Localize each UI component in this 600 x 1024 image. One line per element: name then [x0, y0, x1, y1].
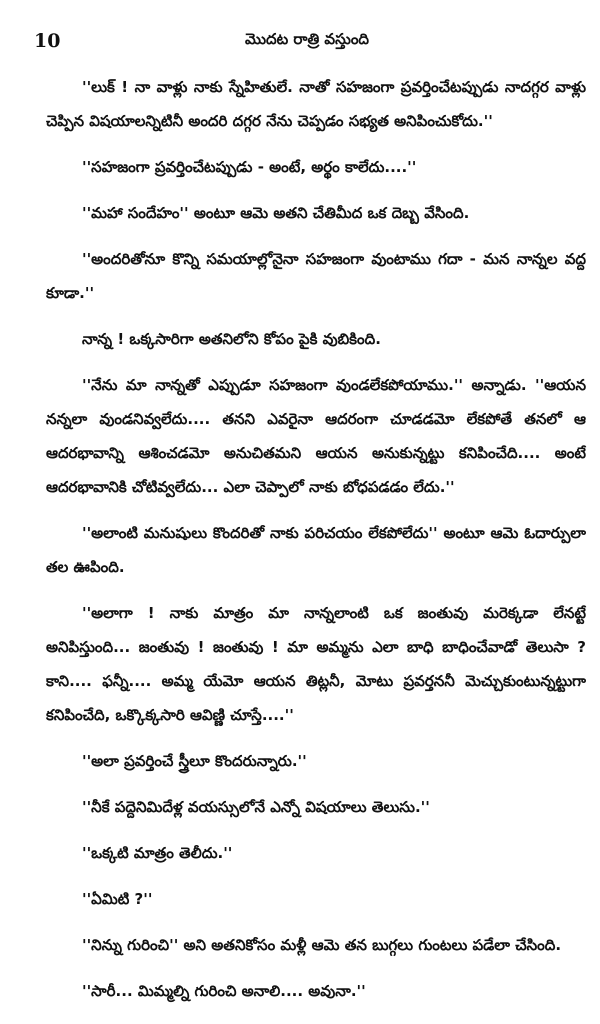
- paragraph: ''అందరితోనూ కొన్ని సమయాల్లోనైనా సహజంగా వుంటాము గదా - మన నాన్నల వద్ద కూడా.'': [46, 250, 586, 302]
- page-header: [34, 30, 580, 56]
- page-number: 10: [34, 30, 61, 52]
- paragraph: నాన్న ! ఒక్కసారిగా అతనిలోని కోపం పైకి వుబికింది.: [82, 330, 381, 348]
- paragraph: ''అలాగా ! నాకు మాత్రం మా నాన్నలాంటి ఒక జంతువు మరెక్కడా లేనట్టే అనిపిస్తుంది... జంతువు ! జంతువు ! మా అమ్మను ఎలా బాధి బాధించేవాడో తెలుసా ? కాని.... ఫన్నీ.... అమ్మ యేమో ఆయన తిట్లనీ, మోటు ప్రవర్తననీ మెచ్చుకుంటున్నట్టుగా కనిపించేది, ఒక్కొక్కసారి ఆవిణ్ణి చూస్తే....'': [46, 604, 586, 724]
- paragraph: ''ఒక్కటి మాత్రం తెలీదు.'': [82, 844, 233, 862]
- paragraph: ''లుక్ ! నా వాళ్లు నాకు స్నేహితులే. నాతో సహజంగా ప్రవర్తించేటప్పుడు నాదగ్గర వాళ్లు చెప్పిన విషయాలన్నిటినీ అందరి దగ్గర నేను చెప్పడం సభ్యత అనిపించుకోదు.'': [46, 78, 586, 130]
- running-title: మొదట రాత్రి వస్తుంది: [244, 30, 370, 48]
- paragraph: ''అలా ప్రవర్తించే స్త్రీలూ కొందరున్నారు.'': [82, 752, 307, 770]
- paragraph: ''నిన్ను గురించి'' అని అతనికోసం మళ్లీ ఆమె తన బుగ్గలు గుంటలు పడేలా చేసింది.: [82, 936, 562, 954]
- paragraph: ''అలాంటి మనుషులు కొందరితో నాకు పరిచయం లేకపోలేదు'' అంటూ ఆమె ఓదార్పులా తల ఊపింది.: [46, 524, 586, 576]
- paragraph: ''మహా సందేహం'' అంటూ ఆమె అతని చేతిమీద ఒక దెబ్బ వేసింది.: [82, 204, 470, 222]
- paragraph: ''నేను మా నాన్నతో ఎప్పుడూ సహజంగా వుండలేకపోయాము.'' అన్నాడు. ''ఆయన నన్నలా వుండనివ్వలేదు.... తనని ఎవరైనా ఆదరంగా చూడడమో లేకపోతే తనలో ఆ ఆదరభావాన్ని ఆశించడమో అనుచితమని ఆయన అనుకున్నట్టు కనిపించేది.... అంటే ఆదరభావానికి చోటివ్వలేదు... ఎలా చెప్పాలో నాకు బోధపడడం లేదు.'': [46, 376, 586, 496]
- paragraph: ''సహజంగా ప్రవర్తించేటప్పుడు - అంటే, అర్థం కాలేదు....'': [82, 158, 417, 176]
- body-text: [46, 70, 586, 1020]
- paragraph: ''ఏమిటి ?'': [82, 890, 153, 908]
- paragraph: ''నీకే పద్దెనిమిదేళ్ల వయస్సులోనే ఎన్నో విషయాలు తెలుసు.'': [82, 798, 430, 816]
- paragraph: ''సారీ... మిమ్మల్ని గురించి అనాలి.... అవునా.'': [82, 982, 366, 1000]
